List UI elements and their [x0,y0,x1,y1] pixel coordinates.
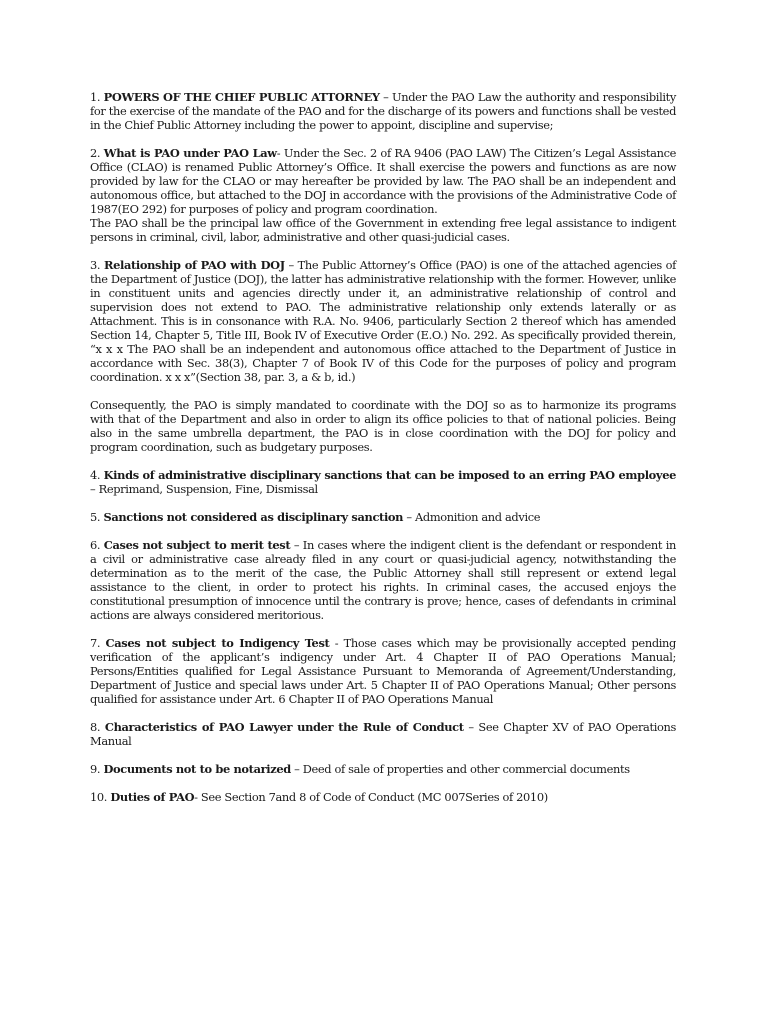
item-3 [90,258,676,384]
item-6 [90,538,676,622]
item-number: 1. [90,90,101,104]
item-heading: Characteristics of PAO Lawyer under the Rule of Conduct [104,720,464,734]
item-body: – Under the PAO Law the authority and responsibility for the exercise of the mandate of the PAO and for the discharge of its powers and functions shall be vested in the Chief Public Attorney including the power to appoint, discipline and supervise; [90,90,677,132]
item-1 [90,90,676,132]
item-number: 4. [90,468,101,482]
item-heading: POWERS OF THE CHIEF PUBLIC ATTORNEY [103,90,380,104]
item-body: – The Public Attorney’s Office (PAO) is one of the attached agencies of the Department of Justice (DOJ), the latter has administrative relationship with the former. However, unlike in constituent units and agencies directly under it, an administrative relationship of control and supervision does not extend to PAO. The administrative relationship only extends laterally or as Attachment. This is in consonance with R.A. No. 9406, particularly Section 2 thereof which has amended Section 14, Chapter 5, Title III, Book IV of Executive Order (E.O.) No. 292. As specifically provided therein, “x x x The PAO shall be an independent and autonomous office attached to the Department of Justice in accordance with Sec. 38(3), Chapter 7 of Book IV of this Code for the purposes of policy and program coordination. x x x”(Section 38, par. 3, a & b, id.) [90,258,676,384]
item-body: – See Chapter XV of PAO Operations Manual [90,720,676,748]
item-body: - Under the Sec. 2 of RA 9406 (PAO LAW) The Citizen’s Legal Assistance Office (CLAO) is renamed Public Attorney’s Office. It shall exercise the powers and functions as are now provided by law for the CLAO or may hereafter be provided by law. The PAO shall be an independent and autonomous office, but attached to the DOJ in accordance with the provisions of the Administrative Code of 1987(EO 292) for purposes of policy and program coordination. [90,146,676,216]
item-extra: The PAO shall be the principal law office of the Government in extending free legal assistance to indigent persons in criminal, civil, labor, administrative and other quasi-judicial cases. [90,216,676,244]
item-number: 7. [90,636,101,650]
item-number: 3. [90,258,101,272]
item-heading: Relationship of PAO with DOJ [103,258,285,272]
item-2 [90,146,676,244]
item-heading: Documents not to be notarized [103,762,291,776]
item-number: 10. [90,790,108,804]
item-number: 2. [90,146,101,160]
item-7 [90,636,676,706]
item-body: - Those cases which may be provisionally accepted pending verification of the applicant’s indigency under Art. 4 Chapter II of PAO Operations Manual; Persons/Entities qualified for Legal Assistance Pursuant to Memoranda of Agreement/Understanding, Department of Justice and special laws under Art. 5 Chapter II of PAO Operations Manual; Other persons qualified for assistance under Art. 6 Chapter II of PAO Operations Manual [90,636,676,706]
item-number: 9. [90,762,101,776]
item-body: – Admonition and advice [403,510,541,524]
item-body: – In cases where the indigent client is the defendant or respondent in a civil or administrative case already filed in any court or quasi-judicial agency, notwithstanding the determination as to the merit of the case, the Public Attorney shall still represent or extend legal assistance to the client, in order to protect his rights. In criminal cases, the accused enjoys the constitutional presumption of innocence until the contrary is prove; hence, cases of defendants in criminal actions are always considered meritorious. [90,538,676,622]
item-heading: Duties of PAO [110,790,195,804]
item-body: - See Section 7and 8 of Code of Conduct (MC 007Series of 2010) [194,790,548,804]
item-3-continuation: Consequently, the PAO is simply mandated to coordinate with the DOJ so as to harmonize its programs with that of the Department and also in order to align its office policies to that of national policies. Being also in the same umbrella department, the PAO is in close coordination with the DOJ for policy and program coordination, such as budgetary purposes. [90,398,676,454]
item-5 [90,510,676,524]
item-heading: What is PAO under PAO Law [103,146,277,160]
item-heading: Cases not subject to Indigency Test [105,636,330,650]
item-heading: Cases not subject to merit test [103,538,291,552]
item-number: 6. [90,538,101,552]
item-body: – Reprimand, Suspension, Fine, Dismissal [90,482,318,496]
document-page [90,90,676,818]
item-number: 5. [90,510,101,524]
item-number: 8. [90,720,101,734]
item-body: – Deed of sale of properties and other commercial documents [290,762,630,776]
item-heading: Sanctions not considered as disciplinary sanction [103,510,404,524]
item-4 [90,468,676,496]
item-8 [90,720,676,748]
item-heading: Kinds of administrative disciplinary sanctions that can be imposed to an erring PAO employee [103,468,676,482]
item-10 [90,790,676,804]
item-9 [90,762,676,776]
